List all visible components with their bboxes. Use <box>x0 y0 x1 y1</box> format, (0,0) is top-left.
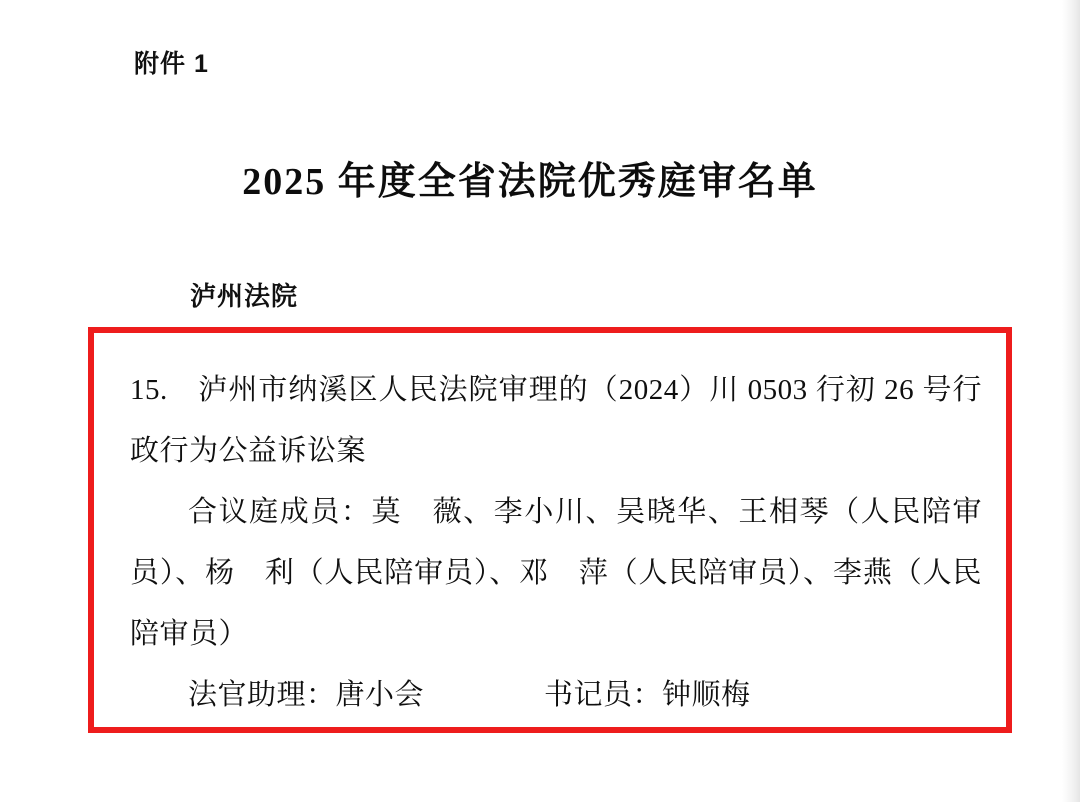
attachment-label: 附件 1 <box>134 50 209 78</box>
clerk-label: 书记员： <box>544 679 663 711</box>
section-heading-court: 泸州法院 <box>190 281 299 311</box>
panel-members-label: 合议庭成员： <box>188 496 372 528</box>
page-title: 2025 年度全省法院优秀庭审名单 <box>242 161 818 203</box>
panel-members-value: 莫 薇、李小川、吴晓华、王相琴（人民陪审员）、杨 利（人民陪审员）、邓 萍（人民陪审员）、李燕（人民陪审员） <box>130 496 982 650</box>
list-item <box>130 360 982 726</box>
case-line: 15. 泸州市纳溪区人民法院审理的（2024）川 0503 行初 26 号行政行为公益诉讼案 <box>130 374 982 467</box>
judge-assistant-name: 唐小会 <box>335 679 425 711</box>
staff-line <box>130 665 982 726</box>
judge-assistant-label: 法官助理： <box>188 679 336 711</box>
page-edge-shadow <box>1062 0 1080 802</box>
clerk-name: 钟顺梅 <box>662 679 751 711</box>
panel-members-line <box>130 482 982 665</box>
